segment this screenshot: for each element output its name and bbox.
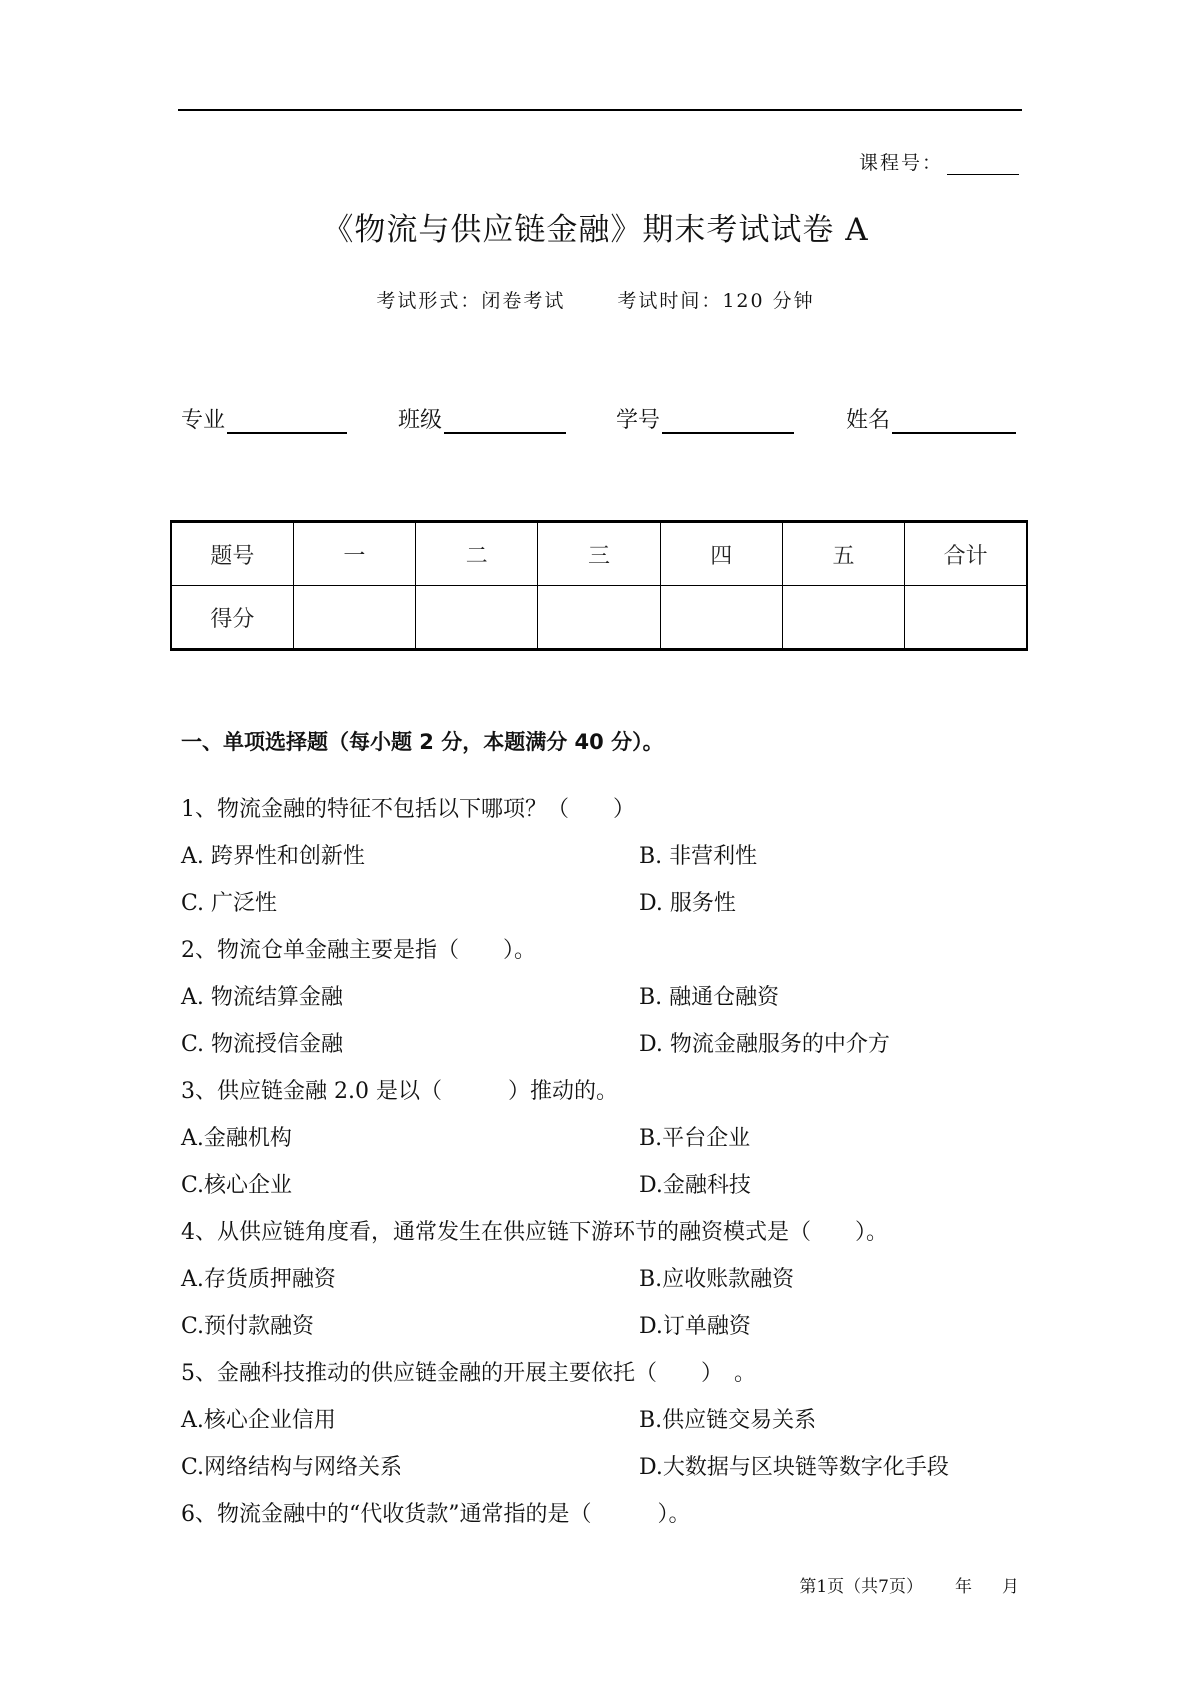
question-stem: 1、物流金融的特征不包括以下哪项？（ ）	[181, 797, 635, 822]
exam-form: 考试形式：闭卷考试	[376, 290, 566, 312]
score-entry-cell[interactable]	[782, 586, 904, 650]
score-table-cell: 一	[293, 522, 415, 586]
option-b: B.供应链交易关系	[639, 1408, 817, 1433]
option-b: B. 非营利性	[639, 844, 758, 869]
question-stem: 6、物流金融中的“代收货款”通常指的是（ ）。	[181, 1502, 691, 1527]
score-table	[170, 520, 1028, 651]
option-c: C.预付款融资	[181, 1314, 315, 1339]
option-row	[181, 1115, 1031, 1162]
question-3	[181, 1068, 1031, 1209]
field-name	[846, 403, 1016, 434]
option-b: B. 融通仓融资	[639, 985, 780, 1010]
option-d: D. 物流金融服务的中介方	[639, 1032, 890, 1057]
option-c: C. 广泛性	[181, 891, 278, 916]
option-a: A.金融机构	[181, 1126, 292, 1151]
option-d: D.金融科技	[639, 1173, 751, 1198]
footer-year: 年	[955, 1577, 972, 1597]
field-student-id	[616, 403, 794, 434]
score-table-cell: 二	[416, 522, 538, 586]
score-table-cell: 四	[660, 522, 782, 586]
option-c: C.核心企业	[181, 1173, 293, 1198]
option-c: C. 物流授信金融	[181, 1032, 344, 1057]
score-table-score-row	[171, 586, 1027, 650]
option-row	[181, 1256, 1031, 1303]
score-entry-cell[interactable]	[538, 586, 660, 650]
score-table-cell: 合计	[905, 522, 1027, 586]
option-row	[181, 1444, 1031, 1491]
score-entry-cell[interactable]	[416, 586, 538, 650]
score-entry-cell[interactable]	[293, 586, 415, 650]
score-table-cell: 三	[538, 522, 660, 586]
exam-info	[0, 286, 1191, 313]
option-row	[181, 1021, 1031, 1068]
question-stem: 2、物流仓单金融主要是指（ ）。	[181, 938, 536, 963]
field-major-label: 专业	[181, 408, 226, 433]
score-table-cell: 五	[782, 522, 904, 586]
question-6	[181, 1491, 1031, 1538]
question-list	[181, 786, 1031, 1538]
question-stem: 3、供应链金融 2.0 是以（ ）推动的。	[181, 1079, 618, 1104]
option-a: A.存货质押融资	[181, 1267, 336, 1292]
option-a: A. 跨界性和创新性	[181, 844, 365, 869]
field-major-blank[interactable]	[227, 408, 347, 434]
score-table-cell: 得分	[171, 586, 293, 650]
course-number-blank[interactable]	[947, 154, 1019, 175]
score-entry-cell[interactable]	[905, 586, 1027, 650]
field-name-blank[interactable]	[892, 408, 1016, 434]
option-d: D.订单融资	[639, 1314, 751, 1339]
field-major	[181, 403, 347, 434]
course-number-label: 课程号：	[858, 152, 943, 174]
question-2	[181, 927, 1031, 1068]
score-entry-cell[interactable]	[660, 586, 782, 650]
field-class-label: 班级	[398, 408, 443, 433]
option-row	[181, 880, 1031, 927]
option-a: A.核心企业信用	[181, 1408, 336, 1433]
question-4	[181, 1209, 1031, 1350]
option-row	[181, 1303, 1031, 1350]
question-stem: 4、从供应链角度看，通常发生在供应链下游环节的融资模式是（ ）。	[181, 1220, 888, 1245]
option-row	[181, 833, 1031, 880]
field-name-label: 姓名	[846, 408, 891, 433]
exam-title: 《物流与供应链金融》期末考试试卷 A	[322, 212, 869, 248]
score-table-header-row	[171, 522, 1027, 586]
option-b: B.应收账款融资	[639, 1267, 795, 1292]
course-number	[859, 148, 1019, 175]
score-table-cell: 题号	[171, 522, 293, 586]
exam-time: 考试时间：120 分钟	[617, 290, 815, 312]
option-b: B.平台企业	[639, 1126, 751, 1151]
question-5	[181, 1350, 1031, 1491]
option-d: D. 服务性	[639, 891, 736, 916]
field-class-blank[interactable]	[444, 408, 566, 434]
footer-month: 月	[1002, 1577, 1019, 1597]
option-a: A. 物流结算金融	[181, 985, 343, 1010]
page-footer	[799, 1572, 1019, 1597]
page-number: 第1页（共7页）	[799, 1577, 923, 1597]
option-row	[181, 974, 1031, 1021]
top-rule	[178, 109, 1022, 111]
option-row	[181, 1397, 1031, 1444]
field-class	[398, 403, 566, 434]
field-student-id-blank[interactable]	[662, 408, 794, 434]
option-d: D.大数据与区块链等数字化手段	[639, 1455, 949, 1480]
option-row	[181, 1162, 1031, 1209]
option-c: C.网络结构与网络关系	[181, 1455, 403, 1480]
field-student-id-label: 学号	[616, 408, 661, 433]
question-stem: 5、金融科技推动的供应链金融的开展主要依托（ ） 。	[181, 1361, 756, 1386]
question-1	[181, 786, 1031, 927]
section-heading: 一、单项选择题（每小题 2 分，本题满分 40 分）。	[181, 730, 664, 754]
